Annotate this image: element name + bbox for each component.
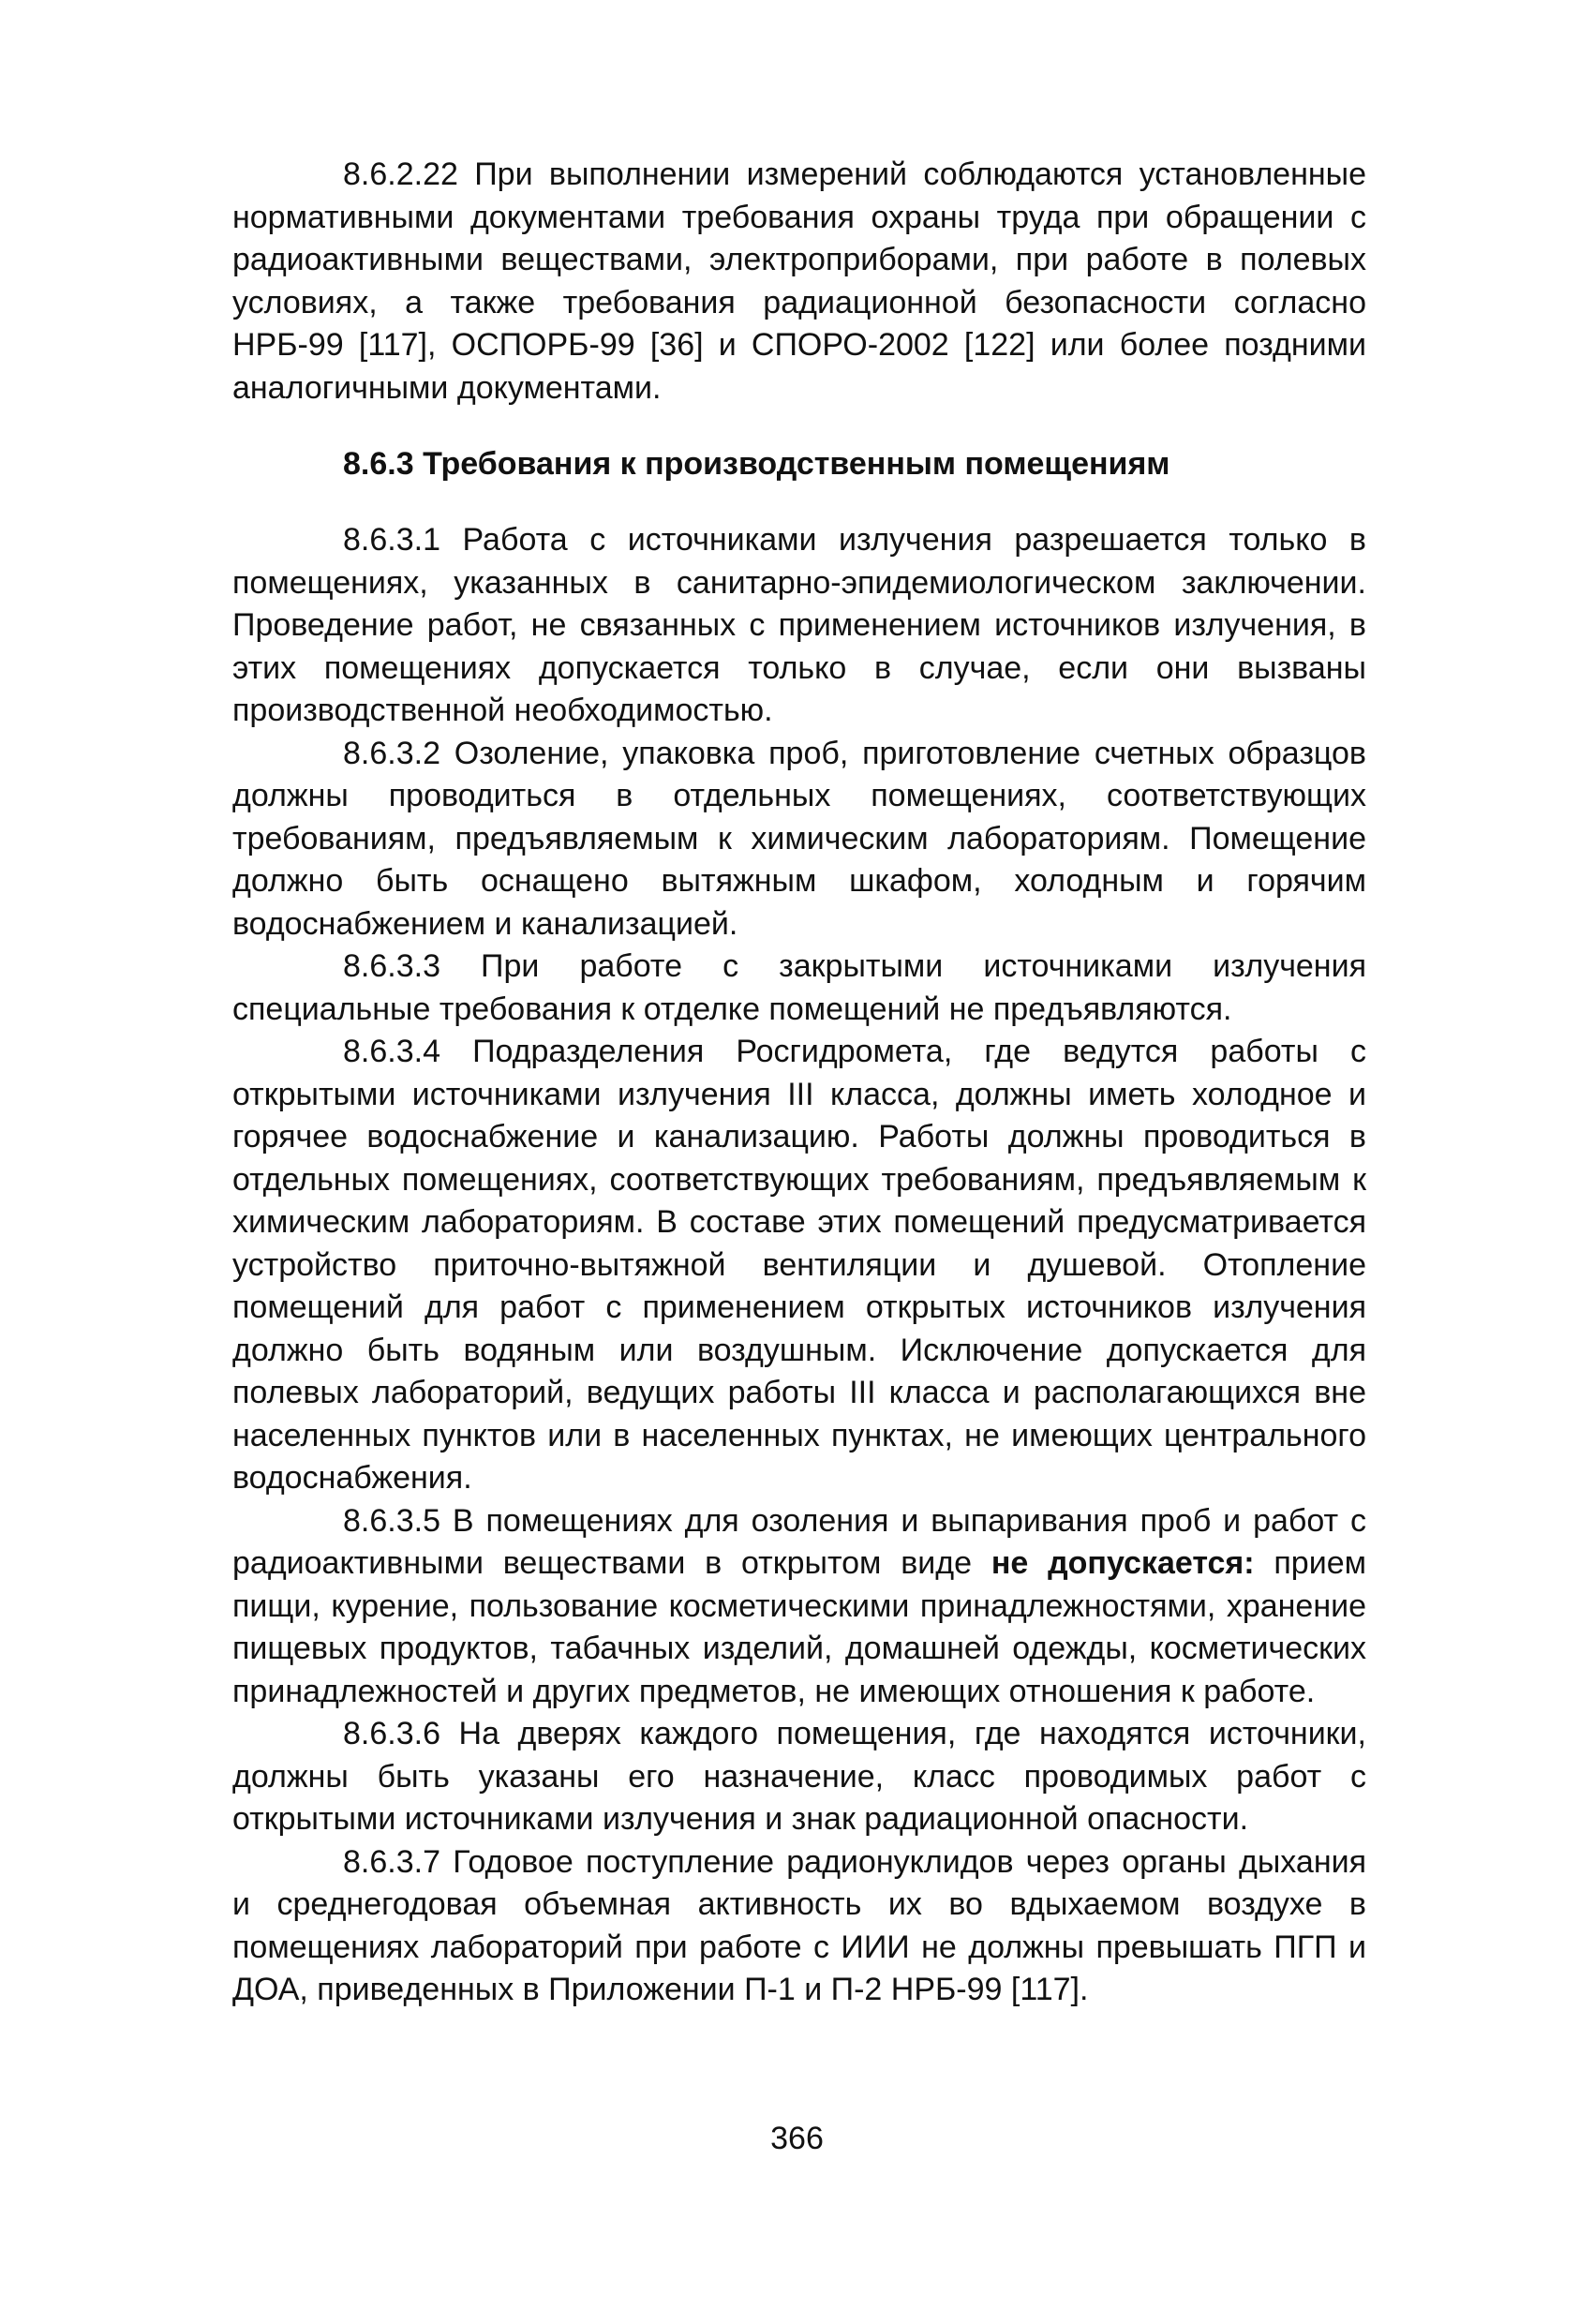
paragraph-8-6-3-1: 8.6.3.1 Работа с источниками излучения разрешается только в помещениях, указанных в санитарно-эпидемиологическом заключении. Проведение работ, не связанных с применением источников излучения, в этих помещениях допускается только в случае, если они вызваны производственной необходимостью. <box>232 522 1366 728</box>
page-number: 366 <box>770 2121 824 2156</box>
paragraph-8-6-3-5-lead: 8.6.3.5 В помещениях для озоления и выпаривания проб и работ с радиоактивными веществами в открытом виде <box>232 1502 1366 1581</box>
paragraph-8-6-3-4: 8.6.3.4 Подразделения Росгидромета, где ведутся работы с открытыми источниками излучения III класса, должны иметь холодное и горячее водоснабжение и канализацию. Работы должны проводиться в отдельных помещениях, соответствующих требованиям, предъявляемым к химическим лабораториям. В составе этих помещений предусматривается устройство приточно-вытяжной вентиляции и душевой. Отопление помещений для работ с применением открытых источников излучения должно быть водяным или воздушным. Исключение допускается для полевых лабораторий, ведущих работы III класса и располагающихся вне населенных пунктов или в населенных пунктах, не имеющих центрального водоснабжения. <box>232 1034 1366 1496</box>
paragraph-8-6-3-5-tail: прием пищи, курение, пользование косметическими принадлежностями, хранение пищевых продуктов, табачных изделий, домашней одежды, косметических принадлежностей и других предметов, не имеющих отношения к работе. <box>232 1545 1366 1709</box>
page-body <box>232 154 1366 2012</box>
paragraph-8-6-2-22: 8.6.2.22 При выполнении измерений соблюдаются установленные нормативными документами требования охраны труда при обращении с радиоактивными веществами, электроприборами, при работе в полевых условиях, а также требования радиационной безопасности согласно НРБ-99 [117], ОСПОРБ-99 [36] и СПОРО-2002 [122] или более поздними аналогичными документами. <box>232 156 1366 406</box>
paragraph-8-6-3-2: 8.6.3.2 Озоление, упаковка проб, приготовление счетных образцов должны проводиться в отдельных помещениях, соответствующих требованиям, предъявляемым к химическим лабораториям. Помещение должно быть оснащено вытяжным шкафом, холодным и горячим водоснабжением и канализацией. <box>232 735 1366 942</box>
paragraph-8-6-3-5 <box>232 1500 1366 1714</box>
prohibition-emphasis: не допускается: <box>991 1545 1255 1581</box>
paragraph-8-6-3-6: 8.6.3.6 На дверях каждого помещения, где находятся источники, должны быть указаны его назначение, класс проводимых работ с открытыми источниками излучения и знак радиационной опасности. <box>232 1716 1366 1837</box>
paragraph-8-6-3-7: 8.6.3.7 Годовое поступление радионуклидов через органы дыхания и среднегодовая объемная активность их во вдыхаемом воздухе в помещениях лабораторий при работе с ИИИ не должны превышать ПГП и ДОА, приведенных в Приложении П-1 и П-2 НРБ-99 [117]. <box>232 1843 1366 2007</box>
section-heading: 8.6.3 Требования к производственным помещениям <box>343 446 1170 482</box>
paragraph-8-6-3-3: 8.6.3.3 При работе с закрытыми источниками излучения специальные требования к отделке помещений не предъявляются. <box>232 948 1366 1027</box>
